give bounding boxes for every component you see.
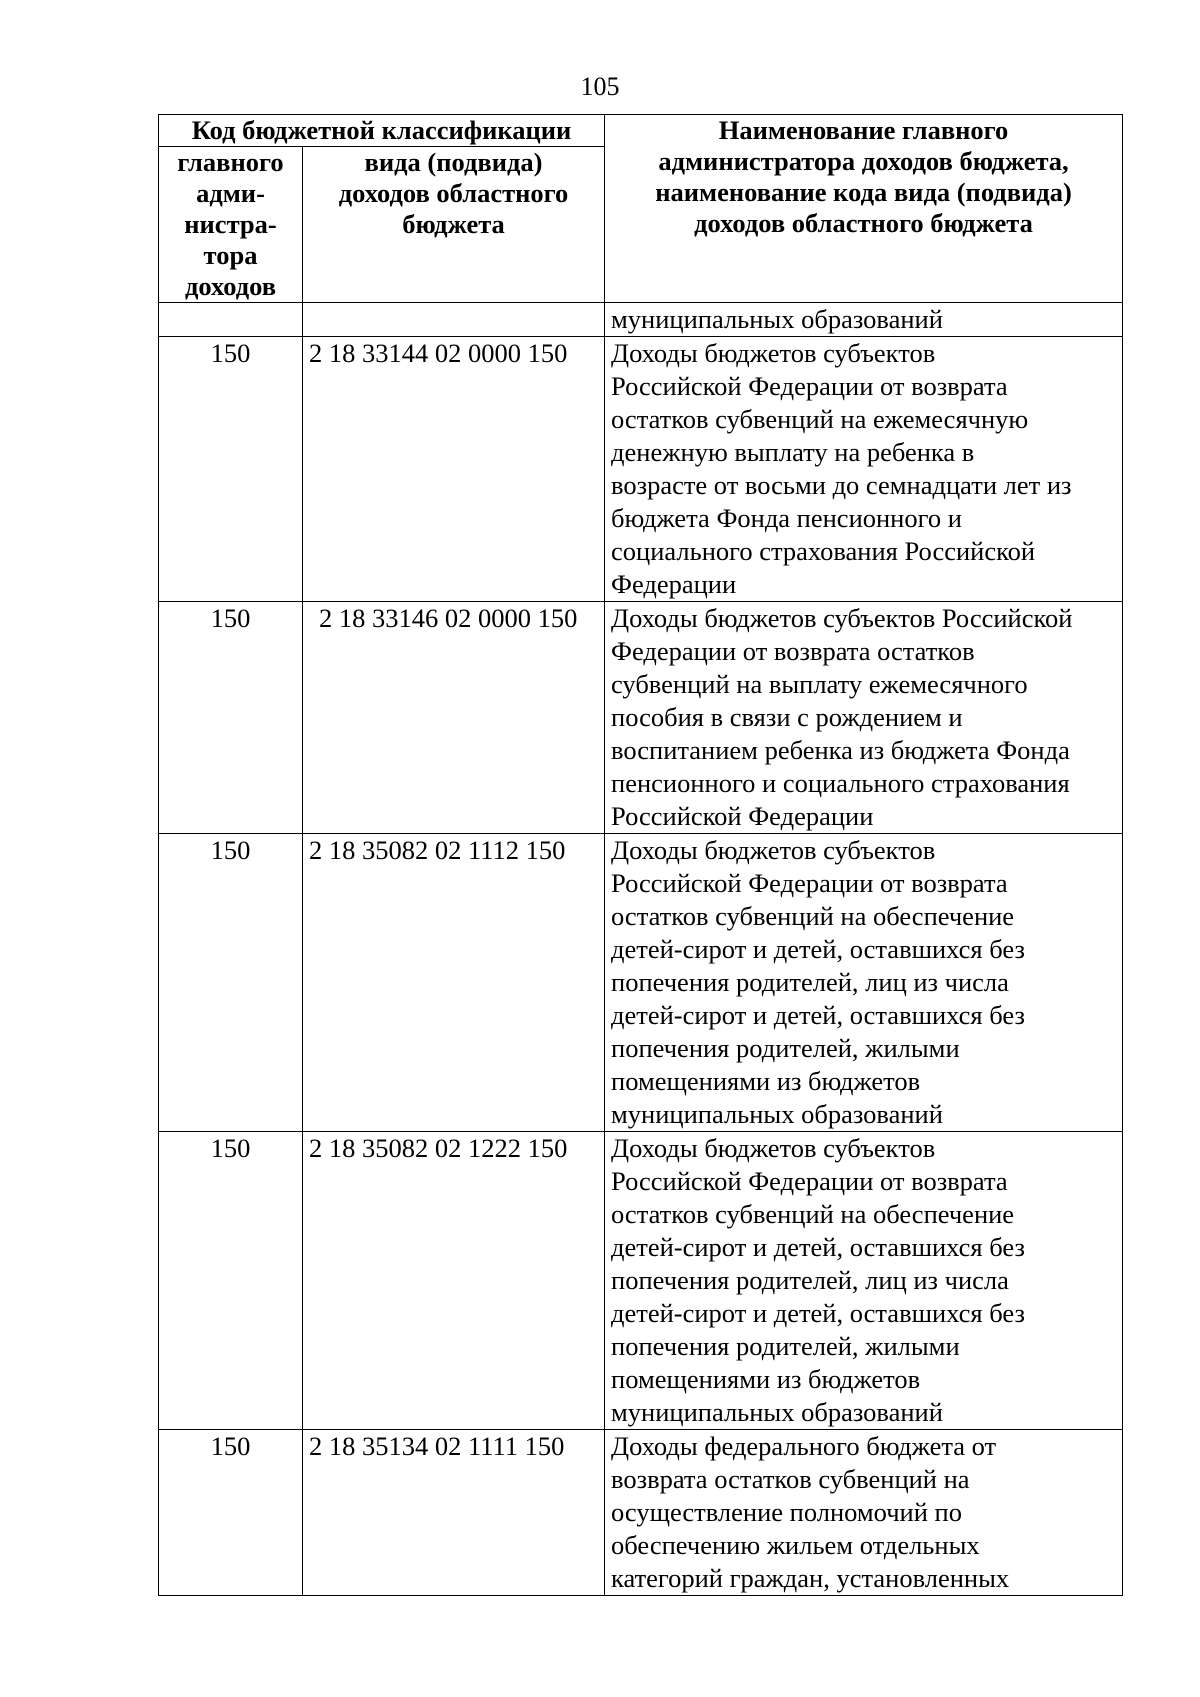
header-group-title: Код бюджетной классификации [159, 115, 605, 147]
header-admin-line: адми- [196, 178, 265, 208]
header-name-column [605, 115, 1123, 303]
page-number: 105 [580, 72, 620, 101]
revenue-name-line: муниципальных образований [611, 1099, 943, 1129]
header-code-column [303, 147, 605, 303]
revenue-code-cell: 2 18 35082 02 1222 150 [303, 1132, 605, 1430]
revenue-name-line: остатков субвенций на ежемесячную [611, 404, 1029, 434]
revenue-name-line: детей-сирот и детей, оставшихся без [611, 1232, 1025, 1262]
table-row [159, 834, 1123, 1132]
revenue-name-line: возрасте от восьми до семнадцати лет из [611, 470, 1072, 500]
revenue-name-cell [605, 1132, 1123, 1430]
revenue-name-cell [605, 337, 1123, 602]
table-row [159, 1430, 1123, 1596]
revenue-name-line: муниципальных образований [611, 304, 943, 334]
revenue-name-line: Федерации [611, 569, 737, 599]
revenue-name-line: попечения родителей, лиц из числа [611, 1265, 1009, 1295]
revenue-code-cell [303, 303, 605, 337]
revenue-name-line: категорий граждан, установленных [611, 1563, 1010, 1593]
revenue-name-line: Российской Федерации от возврата [611, 1166, 1008, 1196]
revenue-name-line: попечения родителей, жилыми [611, 1331, 960, 1361]
revenue-name-line: детей-сирот и детей, оставшихся без [611, 1298, 1025, 1328]
revenue-name-line: попечения родителей, лиц из числа [611, 967, 1009, 997]
revenue-name-line: пенсионного и социального страхования [611, 768, 1070, 798]
revenue-name-line: Российской Федерации от возврата [611, 868, 1008, 898]
revenue-name-line: Федерации от возврата остатков [611, 636, 975, 666]
table-row [159, 602, 1123, 834]
revenue-name-line: денежную выплату на ребенка в [611, 437, 975, 467]
revenue-name-cell [605, 303, 1123, 337]
header-admin-column [159, 147, 303, 303]
admin-code-cell: 150 [159, 1430, 303, 1596]
revenue-name-line: остатков субвенций на обеспечение [611, 901, 1015, 931]
revenue-name-line: помещениями из бюджетов [611, 1066, 921, 1096]
revenue-name-line: Российской Федерации от возврата [611, 371, 1008, 401]
admin-code-cell: 150 [159, 337, 303, 602]
budget-classification-table [158, 114, 1123, 1596]
revenue-name-line: детей-сирот и детей, оставшихся без [611, 1000, 1025, 1030]
revenue-name-line: Доходы федерального бюджета от [611, 1431, 997, 1461]
header-code-line: вида (подвида) [364, 147, 543, 177]
admin-code-cell [159, 303, 303, 337]
revenue-name-line: помещениями из бюджетов [611, 1364, 921, 1394]
revenue-name-line: возврата остатков субвенций на [611, 1464, 970, 1494]
revenue-name-cell [605, 1430, 1123, 1596]
revenue-code-cell: 2 18 35134 02 1111 150 [303, 1430, 605, 1596]
admin-code-cell: 150 [159, 602, 303, 834]
revenue-name-cell [605, 834, 1123, 1132]
revenue-name-line: воспитанием ребенка из бюджета Фонда [611, 735, 1070, 765]
header-admin-line: тора [203, 240, 258, 270]
revenue-name-line: муниципальных образований [611, 1397, 943, 1427]
revenue-name-line: Доходы бюджетов субъектов Российской [611, 603, 1073, 633]
revenue-name-line: субвенций на выплату ежемесячного [611, 669, 1028, 699]
table-header [159, 115, 1123, 303]
revenue-name-line: попечения родителей, жилыми [611, 1033, 960, 1063]
table-row [159, 303, 1123, 337]
revenue-code-cell: 2 18 33146 02 0000 150 [303, 602, 605, 834]
admin-code-cell: 150 [159, 834, 303, 1132]
revenue-name-line: остатков субвенций на обеспечение [611, 1199, 1015, 1229]
admin-code-cell: 150 [159, 1132, 303, 1430]
header-name-line: администратора доходов бюджета, [658, 146, 1069, 176]
revenue-code-cell: 2 18 35082 02 1112 150 [303, 834, 605, 1132]
revenue-name-line: Доходы бюджетов субъектов [611, 338, 936, 368]
revenue-name-line: Доходы бюджетов субъектов [611, 835, 936, 865]
revenue-name-line: бюджета Фонда пенсионного и [611, 503, 962, 533]
header-admin-line: главного [177, 147, 284, 177]
revenue-code-cell: 2 18 33144 02 0000 150 [303, 337, 605, 602]
revenue-name-line: социального страхования Российской [611, 536, 1036, 566]
header-code-line: доходов областного [338, 178, 569, 208]
table-body [159, 303, 1123, 1596]
revenue-name-line: Доходы бюджетов субъектов [611, 1133, 936, 1163]
revenue-name-line: пособия в связи с рождением и [611, 702, 963, 732]
header-code-line: бюджета [402, 209, 505, 239]
revenue-name-line: осуществление полномочий по [611, 1497, 962, 1527]
header-name-line: доходов областного бюджета [694, 208, 1033, 238]
header-admin-line: доходов [184, 271, 277, 301]
revenue-name-line: обеспечению жильем отдельных [611, 1530, 980, 1560]
table-row [159, 1132, 1123, 1430]
revenue-name-cell [605, 602, 1123, 834]
header-name-line: Наименование главного [718, 115, 1009, 145]
revenue-name-line: Российской Федерации [611, 801, 874, 831]
revenue-name-line: детей-сирот и детей, оставшихся без [611, 934, 1025, 964]
header-name-line: наименование кода вида (подвида) [655, 177, 1072, 207]
table-row [159, 337, 1123, 602]
header-admin-line: нистра- [184, 209, 277, 239]
